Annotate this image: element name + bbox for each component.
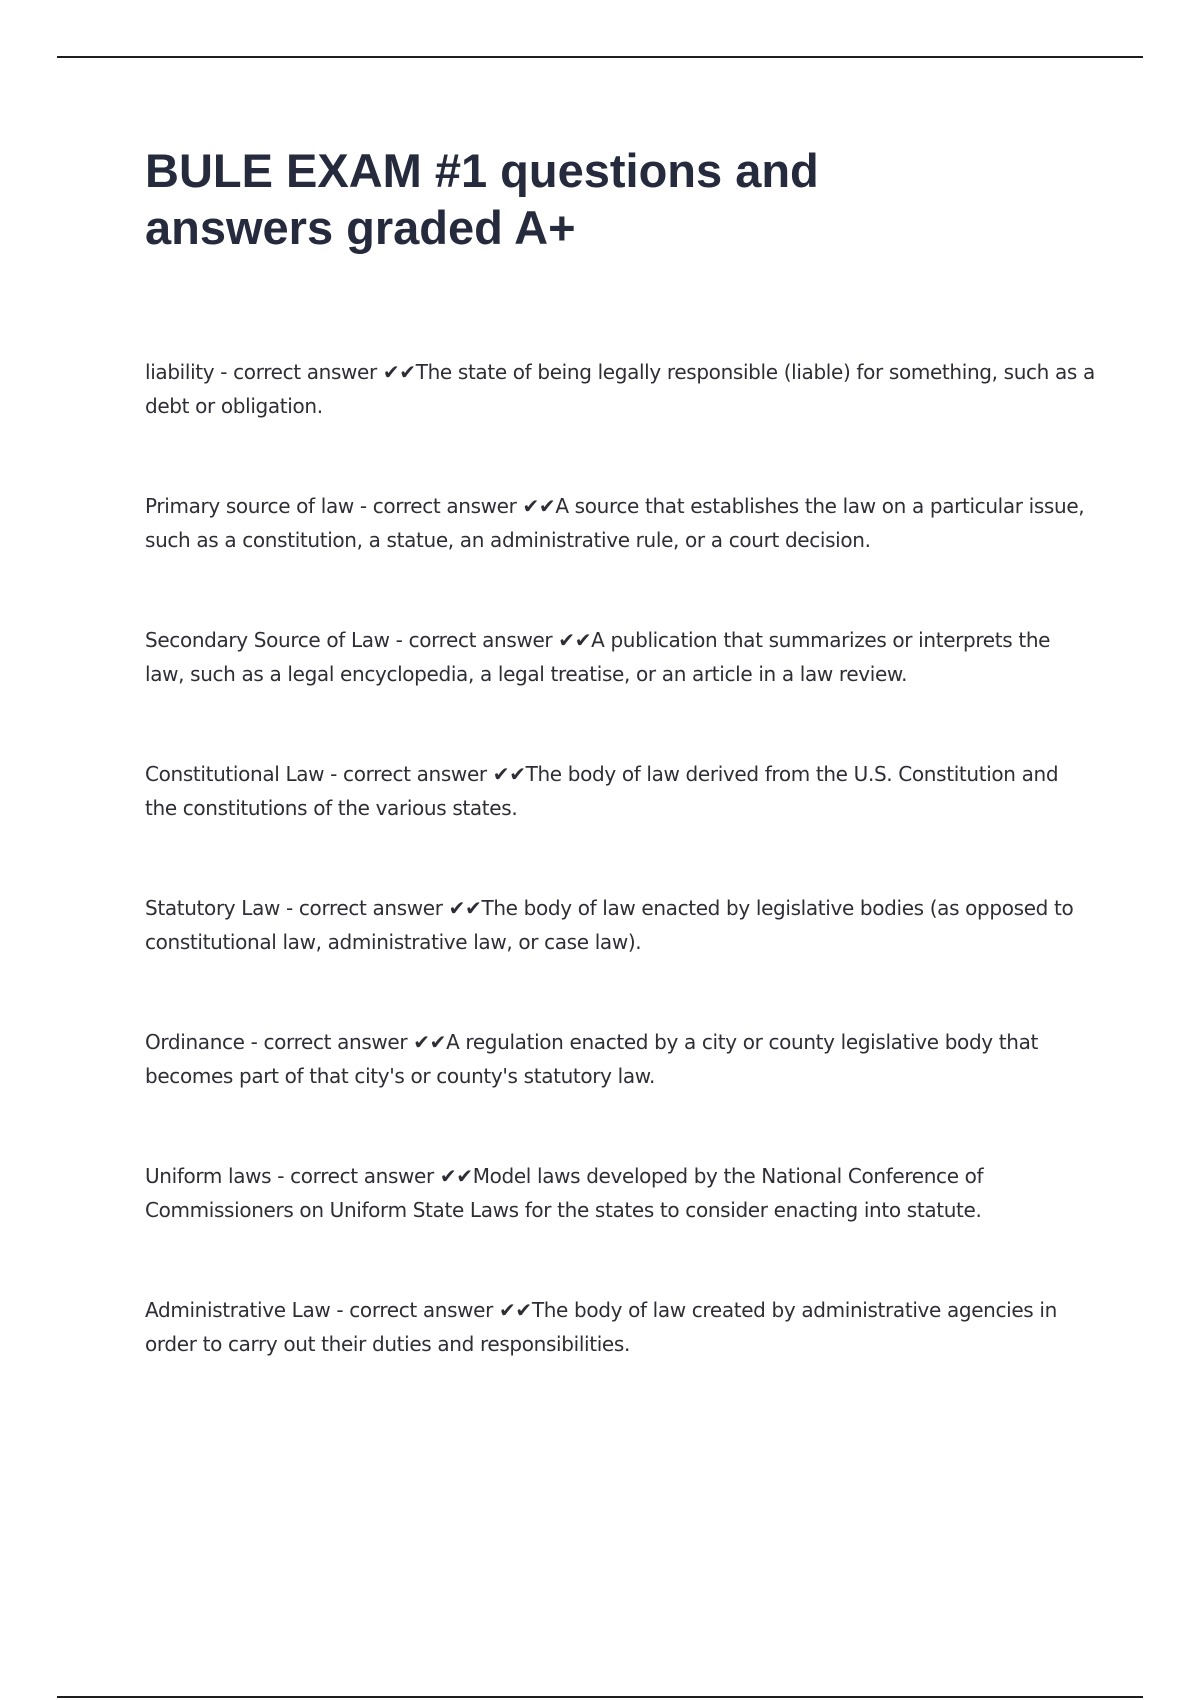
qa-prompt: correct answer — [263, 1030, 408, 1054]
qa-item-constitutional-law — [145, 757, 1095, 891]
qa-prompt: correct answer — [233, 360, 377, 384]
checkmark-icon: ✔✔ — [493, 1298, 532, 1322]
qa-separator: - — [271, 1164, 291, 1188]
qa-term: Uniform laws — [145, 1164, 272, 1188]
qa-item-ordinance — [145, 1025, 1095, 1159]
qa-term: Ordinance — [145, 1030, 245, 1054]
qa-prompt: correct answer — [372, 494, 517, 518]
qa-item-statutory-law — [145, 891, 1095, 1025]
qa-separator: - — [244, 1030, 264, 1054]
qa-prompt: correct answer — [408, 628, 553, 652]
qa-term: Statutory Law — [145, 896, 281, 920]
footer-rule — [57, 1696, 1143, 1698]
qa-list — [145, 355, 1095, 1427]
qa-definition: The body of law enacted by legislative bodies (as opposed to constitutional law, administrative law, or case law). — [145, 896, 1074, 954]
qa-item-liability — [145, 355, 1095, 489]
qa-separator: - — [389, 628, 409, 652]
qa-prompt: correct answer — [343, 762, 487, 786]
qa-separator: - — [214, 360, 234, 384]
qa-term: Constitutional Law — [145, 762, 325, 786]
checkmark-icon: ✔✔ — [433, 1164, 473, 1188]
qa-definition: A source that establishes the law on a particular issue, such as a constitution, a statue, an administrative rule, or a court decision. — [145, 494, 1085, 552]
qa-separator: - — [353, 494, 373, 518]
qa-definition: The body of law derived from the U.S. Constitution and the constitutions of the various states. — [145, 762, 1059, 820]
qa-term: Administrative Law — [145, 1298, 331, 1322]
qa-term: liability — [145, 360, 215, 384]
qa-item-uniform-laws — [145, 1159, 1095, 1293]
document-title: BULE EXAM #1 questions and answers graded A+ — [145, 144, 819, 254]
qa-term: Primary source of law — [145, 494, 354, 518]
header-rule — [57, 56, 1143, 58]
qa-separator: - — [324, 762, 344, 786]
checkmark-icon: ✔✔ — [486, 762, 526, 786]
checkmark-icon: ✔✔ — [376, 360, 416, 384]
checkmark-icon: ✔✔ — [516, 494, 556, 518]
qa-definition: Model laws developed by the National Conference of Commissioners on Uniform State Laws for the states to consider enacting into statute. — [145, 1164, 984, 1222]
qa-definition: A regulation enacted by a city or county legislative body that becomes part of that city's or county's statutory law. — [145, 1030, 1038, 1088]
checkmark-icon: ✔✔ — [442, 896, 482, 920]
checkmark-icon: ✔✔ — [552, 628, 592, 652]
qa-definition: The body of law created by administrative agencies in order to carry out their duties and responsibilities. — [145, 1298, 1057, 1356]
qa-prompt: correct answer — [290, 1164, 434, 1188]
qa-item-administrative-law — [145, 1293, 1095, 1427]
qa-item-secondary-source — [145, 623, 1095, 757]
qa-separator: - — [330, 1298, 350, 1322]
qa-item-primary-source — [145, 489, 1095, 623]
qa-separator: - — [280, 896, 299, 920]
checkmark-icon: ✔✔ — [407, 1030, 447, 1054]
qa-prompt: correct answer — [349, 1298, 494, 1322]
qa-definition: The state of being legally responsible (liable) for something, such as a debt or obligation. — [145, 360, 1095, 418]
qa-term: Secondary Source of Law — [145, 628, 390, 652]
qa-prompt: correct answer — [298, 896, 443, 920]
qa-definition: A publication that summarizes or interprets the law, such as a legal encyclopedia, a legal treatise, or an article in a law review. — [145, 628, 1051, 686]
